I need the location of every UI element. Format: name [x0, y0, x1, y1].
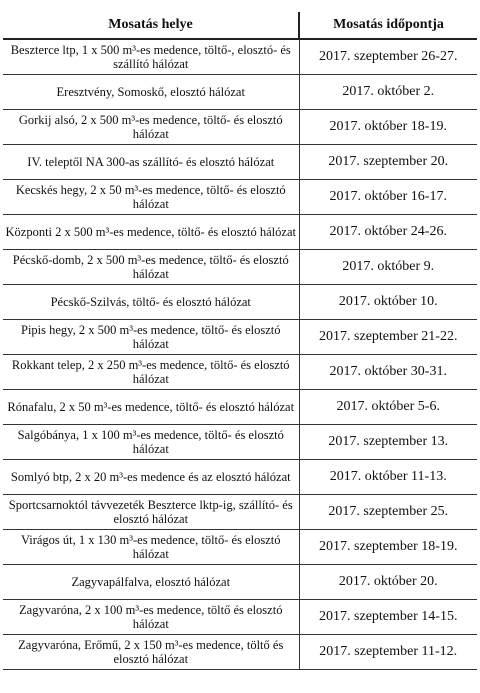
flushing-schedule-table — [3, 12, 477, 670]
date-cell: 2017. október 30-31. — [299, 355, 477, 390]
table-row — [3, 460, 477, 495]
date-cell: 2017. október 11-13. — [299, 460, 477, 495]
date-cell: 2017. október 20. — [299, 565, 477, 600]
table-row — [3, 565, 477, 600]
table-row — [3, 250, 477, 285]
table-row — [3, 635, 477, 670]
location-cell: IV. teleptől NA 300-as szállító- és elosztó hálózat — [3, 145, 299, 180]
date-cell: 2017. szeptember 26-27. — [299, 39, 477, 75]
date-cell: 2017. szeptember 20. — [299, 145, 477, 180]
table-row — [3, 110, 477, 145]
location-cell: Zagyvapálfalva, elosztó hálózat — [3, 565, 299, 600]
location-cell: Beszterce ltp, 1 x 500 m³-es medence, töltő-, elosztó- és szállító hálózat — [3, 39, 299, 75]
table-header-row — [3, 12, 477, 39]
date-cell: 2017. szeptember 25. — [299, 495, 477, 530]
table-row — [3, 215, 477, 250]
date-cell: 2017. október 9. — [299, 250, 477, 285]
date-cell: 2017. október 2. — [299, 75, 477, 110]
date-cell: 2017. szeptember 13. — [299, 425, 477, 460]
date-cell: 2017. október 5-6. — [299, 390, 477, 425]
date-cell: 2017. szeptember 11-12. — [299, 635, 477, 670]
location-cell: Rónafalu, 2 x 50 m³-es medence, töltő- és elosztó hálózat — [3, 390, 299, 425]
location-cell: Rokkant telep, 2 x 250 m³-es medence, töltő- és elosztó hálózat — [3, 355, 299, 390]
table-row — [3, 39, 477, 75]
location-cell: Központi 2 x 500 m³-es medence, töltő- és elosztó hálózat — [3, 215, 299, 250]
date-cell: 2017. szeptember 21-22. — [299, 320, 477, 355]
table-row — [3, 495, 477, 530]
date-cell: 2017. október 24-26. — [299, 215, 477, 250]
location-cell: Pipis hegy, 2 x 500 m³-es medence, töltő- és elosztó hálózat — [3, 320, 299, 355]
location-cell: Virágos út, 1 x 130 m³-es medence, töltő- és elosztó hálózat — [3, 530, 299, 565]
date-cell: 2017. szeptember 18-19. — [299, 530, 477, 565]
date-cell: 2017. október 10. — [299, 285, 477, 320]
location-cell: Zagyvaróna, 2 x 100 m³-es medence, töltő és elosztó hálózat — [3, 600, 299, 635]
table-row — [3, 425, 477, 460]
table-row — [3, 285, 477, 320]
table-row — [3, 355, 477, 390]
table-row — [3, 180, 477, 215]
location-cell: Pécskő-Szilvás, töltő- és elosztó hálózat — [3, 285, 299, 320]
location-cell: Somlyó btp, 2 x 20 m³-es medence és az elosztó hálózat — [3, 460, 299, 495]
header-location: Mosatás helye — [3, 12, 299, 39]
location-cell: Gorkij alsó, 2 x 500 m³-es medence, töltő- és elosztó hálózat — [3, 110, 299, 145]
table-row — [3, 600, 477, 635]
table-row — [3, 75, 477, 110]
location-cell: Sportcsarnoktól távvezeték Beszterce lktp-ig, szállító- és elosztó hálózat — [3, 495, 299, 530]
location-cell: Kecskés hegy, 2 x 50 m³-es medence, töltő- és elosztó hálózat — [3, 180, 299, 215]
header-date: Mosatás időpontja — [299, 12, 477, 39]
location-cell: Eresztvény, Somoskő, elosztó hálózat — [3, 75, 299, 110]
table-row — [3, 145, 477, 180]
location-cell: Salgóbánya, 1 x 100 m³-es medence, töltő- és elosztó hálózat — [3, 425, 299, 460]
table-row — [3, 320, 477, 355]
location-cell: Pécskő-domb, 2 x 500 m³-es medence, töltő- és elosztó hálózat — [3, 250, 299, 285]
date-cell: 2017. október 16-17. — [299, 180, 477, 215]
location-cell: Zagyvaróna, Erőmű, 2 x 150 m³-es medence, töltő és elosztó hálózat — [3, 635, 299, 670]
table-row — [3, 390, 477, 425]
date-cell: 2017. szeptember 14-15. — [299, 600, 477, 635]
table-row — [3, 530, 477, 565]
date-cell: 2017. október 18-19. — [299, 110, 477, 145]
